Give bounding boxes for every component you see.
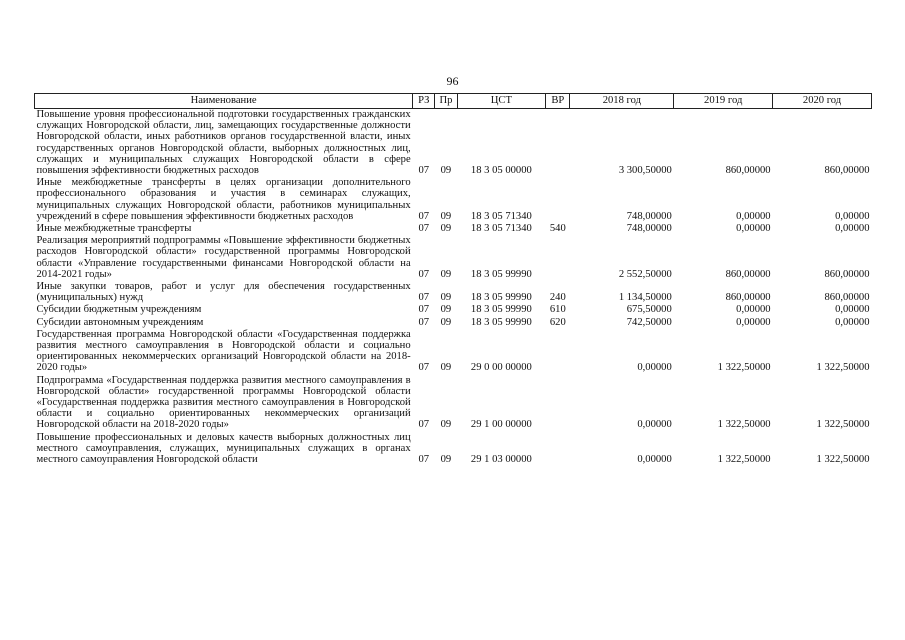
- row-2018: 0,00000: [637, 419, 672, 431]
- row-2018: 742,50000: [626, 316, 672, 328]
- row-rz: 07: [418, 210, 430, 222]
- row-2019: 860,00000: [725, 292, 771, 304]
- row-name: Государственная программа Новгородской области «Государственная поддержка развития местного самоуправления в Новгородской области и социально ориентированных некоммерческих организаций Новгородской области на 2018-2020 годы»: [36, 328, 411, 374]
- row-2019: 1 322,50000: [717, 454, 771, 466]
- row-rz: 07: [418, 165, 430, 177]
- row-2019: 860,00000: [725, 165, 771, 177]
- table-row: [35, 281, 872, 304]
- row-cst: 18 3 05 99990: [470, 316, 532, 328]
- row-pr: 09: [440, 304, 452, 316]
- table-header: [35, 94, 872, 109]
- row-cst: 18 3 05 99990: [470, 292, 532, 304]
- row-name: Реализация мероприятий подпрограммы «Повышение эффективности бюджетных расходов Новгородской области» государственной программы Новгородской области «Управление государственными финансами Новгородской области на 2014-2021 годы»: [36, 235, 411, 280]
- row-2019: 0,00000: [736, 210, 771, 222]
- row-2019: 0,00000: [736, 304, 771, 316]
- row-2020: 1 322,50000: [816, 362, 870, 374]
- row-cst: 18 3 05 99990: [470, 304, 532, 316]
- row-rz: 07: [418, 304, 430, 316]
- row-rz: 07: [418, 419, 430, 431]
- row-cst: 29 1 00 00000: [470, 419, 532, 431]
- header-pr: Пр: [435, 94, 457, 109]
- table-row: [35, 304, 872, 316]
- row-2020: 0,00000: [835, 304, 870, 316]
- row-rz: 07: [418, 454, 430, 466]
- row-name: Субсидии бюджетным учреждениям: [36, 304, 202, 316]
- row-vr: [546, 177, 570, 223]
- row-rz: 07: [418, 316, 430, 328]
- row-name: Подпрограмма «Государственная поддержка развития местного самоуправления в Новгородской области» государственной программы Новгородской области «Государственная поддержка развития местного самоуправления в Новгородской области и социально ориентированных некоммерческих организаций Новгородской области на 2018-2020 годы»: [36, 374, 411, 431]
- row-2018: 748,00000: [626, 223, 672, 235]
- page-number: 96: [446, 74, 459, 88]
- row-vr: [546, 375, 570, 432]
- header-2019: 2019 год: [674, 94, 773, 109]
- table-row: [35, 375, 872, 432]
- row-2019: 1 322,50000: [717, 419, 771, 431]
- row-2018: 1 134,50000: [618, 292, 672, 304]
- row-2020: 1 322,50000: [816, 419, 870, 431]
- budget-table: [34, 93, 872, 466]
- row-2020: 860,00000: [824, 165, 870, 177]
- row-rz: 07: [418, 268, 430, 280]
- row-2019: 0,00000: [736, 223, 771, 235]
- row-pr: 09: [440, 454, 452, 466]
- row-2018: 0,00000: [637, 454, 672, 466]
- row-2019: 1 322,50000: [717, 362, 771, 374]
- row-name: Субсидии автономным учреждениям: [36, 316, 204, 328]
- header-2018: 2018 год: [570, 94, 674, 109]
- row-vr: [546, 432, 570, 467]
- row-rz: 07: [418, 292, 430, 304]
- row-2018: 748,00000: [626, 210, 672, 222]
- row-2018: 3 300,50000: [618, 165, 672, 177]
- row-2019: 0,00000: [736, 316, 771, 328]
- row-pr: 09: [440, 362, 452, 374]
- table-row: [35, 317, 872, 329]
- row-2019: 860,00000: [725, 268, 771, 280]
- row-name: Иные межбюджетные трансферты в целях организации дополнительного профессионального образования и участия в семинарах служащих, муниципальных служащих Новгородской области, работников муниципальных учреждений в сфере повышения эффективности бюджетных расходов: [36, 177, 411, 222]
- row-rz: 07: [418, 223, 430, 235]
- row-name: Иные закупки товаров, работ и услуг для обеспечения государственных (муниципальных) нужд: [36, 281, 411, 304]
- row-rz: 07: [418, 362, 430, 374]
- row-name: Иные межбюджетные трансферты: [36, 223, 192, 235]
- row-2018: 2 552,50000: [618, 268, 672, 280]
- row-vr: 540: [549, 223, 566, 235]
- row-2020: 1 322,50000: [816, 454, 870, 466]
- row-pr: 09: [440, 292, 452, 304]
- header-cst: ЦСТ: [457, 94, 546, 109]
- row-2020: 0,00000: [835, 210, 870, 222]
- row-pr: 09: [440, 210, 452, 222]
- row-2018: 675,50000: [626, 304, 672, 316]
- header-2020: 2020 год: [773, 94, 872, 109]
- row-cst: 18 3 05 71340: [470, 223, 532, 235]
- row-vr: [546, 109, 570, 178]
- table-row: [35, 329, 872, 375]
- row-name: Повышение уровня профессиональной подготовки государственных гражданских служащих Новгородской области, лиц, замещающих государственные должности Новгородской области, иных работников органов государственной власти, иных государственных органов Новгородской области, выборных должностных лиц, служащих и муниципальных служащих Новгородской области в сфере повышения эффективности бюджетных расходов: [36, 109, 411, 177]
- row-pr: 09: [440, 268, 452, 280]
- row-2020: 0,00000: [835, 316, 870, 328]
- header-name: Наименование: [35, 94, 413, 109]
- table-row: [35, 432, 872, 467]
- row-vr: 610: [549, 304, 566, 316]
- row-vr: 620: [549, 316, 566, 328]
- row-2020: 0,00000: [835, 223, 870, 235]
- header-rz: РЗ: [413, 94, 435, 109]
- row-cst: 18 3 05 99990: [470, 268, 532, 280]
- table-row: [35, 109, 872, 178]
- table-body: [35, 109, 872, 467]
- row-2018: 0,00000: [637, 362, 672, 374]
- row-2020: 860,00000: [824, 292, 870, 304]
- row-vr: [546, 235, 570, 281]
- row-pr: 09: [440, 419, 452, 431]
- table-row: [35, 235, 872, 281]
- row-pr: 09: [440, 165, 452, 177]
- header-vr: ВР: [546, 94, 570, 109]
- row-vr: [546, 329, 570, 375]
- row-cst: 18 3 05 71340: [470, 210, 532, 222]
- table-row: [35, 223, 872, 235]
- row-cst: 18 3 05 00000: [470, 165, 532, 177]
- row-cst: 29 1 03 00000: [470, 454, 532, 466]
- row-cst: 29 0 00 00000: [470, 362, 532, 374]
- row-vr: 240: [549, 292, 566, 304]
- row-pr: 09: [440, 316, 452, 328]
- row-2020: 860,00000: [824, 268, 870, 280]
- row-pr: 09: [440, 223, 452, 235]
- table-row: [35, 177, 872, 223]
- row-name: Повышение профессиональных и деловых качеств выборных должностных лиц местного самоуправления, служащих, муниципальных служащих в органах местного самоуправления Новгородской области: [36, 431, 411, 466]
